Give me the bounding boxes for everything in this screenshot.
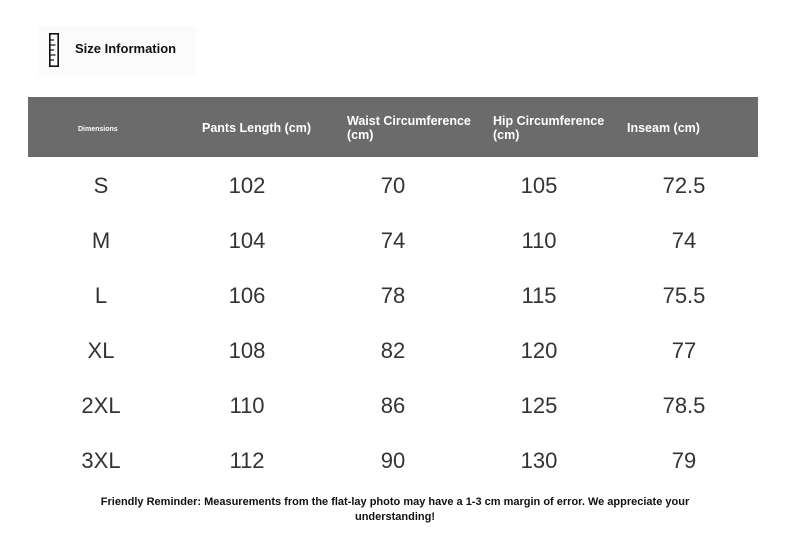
inseam-cell: 74	[671, 228, 697, 253]
hip-cell: 120	[520, 338, 558, 363]
size-cell: XL	[87, 338, 115, 363]
size-cell: L	[94, 283, 108, 308]
page-title: Size Information	[75, 41, 177, 56]
table-row	[28, 212, 758, 267]
column-header-dimensions: Dimensions	[78, 126, 118, 133]
size-cell: 2XL	[81, 393, 121, 418]
waist-cell: 82	[380, 338, 406, 363]
inseam-cell: 77	[671, 338, 697, 363]
table-row	[28, 267, 758, 322]
pants-length-cell: 110	[229, 393, 265, 418]
ruler-icon	[49, 33, 59, 67]
table-row	[28, 322, 758, 377]
hip-cell: 125	[520, 393, 558, 418]
hip-cell: 130	[520, 448, 558, 473]
table-row	[28, 377, 758, 432]
table-header	[28, 97, 758, 157]
column-header-pants-length: Pants Length (cm)	[202, 121, 312, 135]
table-row	[28, 157, 758, 212]
column-header-hip: Hip Circumference (cm)	[493, 114, 605, 142]
pants-length-cell: 104	[228, 228, 266, 253]
inseam-cell: 75.5	[662, 283, 706, 308]
pants-length-cell: 112	[229, 448, 265, 473]
column-header-waist: Waist Circumference (cm)	[347, 114, 471, 142]
pants-length-cell: 106	[228, 283, 266, 308]
friendly-reminder-note: Friendly Reminder: Measurements from the flat-lay photo may have a 1-3 cm margin of error. We appreciate your understanding!	[100, 496, 690, 523]
column-header-inseam: Inseam (cm)	[627, 121, 700, 135]
size-cell: 3XL	[81, 448, 121, 473]
size-info-title-bar	[38, 26, 196, 76]
inseam-cell: 78.5	[662, 393, 706, 418]
pants-length-cell: 102	[228, 173, 266, 198]
size-cell: S	[93, 173, 109, 198]
hip-cell: 115	[521, 283, 557, 308]
waist-cell: 74	[380, 228, 406, 253]
size-table-body	[28, 157, 758, 487]
hip-cell: 110	[521, 228, 557, 253]
hip-cell: 105	[520, 173, 558, 198]
table-row	[28, 432, 758, 487]
waist-cell: 86	[380, 393, 406, 418]
inseam-cell: 72.5	[662, 173, 706, 198]
pants-length-cell: 108	[228, 338, 266, 363]
inseam-cell: 79	[671, 448, 697, 473]
waist-cell: 78	[380, 283, 406, 308]
waist-cell: 90	[380, 448, 406, 473]
size-cell: M	[91, 228, 111, 253]
waist-cell: 70	[380, 173, 406, 198]
